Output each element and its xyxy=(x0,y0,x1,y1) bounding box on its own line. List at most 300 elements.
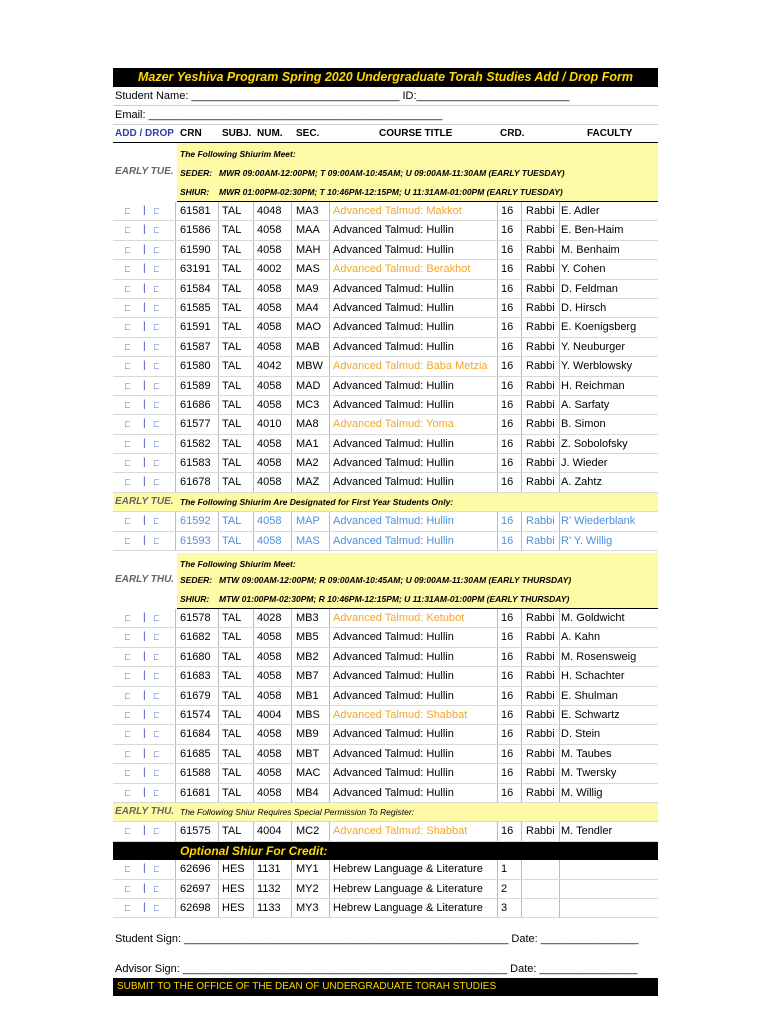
rabbi-cell: Rabbi xyxy=(526,418,555,431)
add-checkbox[interactable]: □ xyxy=(125,613,131,624)
course-row xyxy=(113,473,658,492)
drop-checkbox[interactable]: □ xyxy=(154,322,160,333)
add-checkbox[interactable]: □ xyxy=(125,768,131,779)
course-title-cell: Advanced Talmud: Shabbat xyxy=(333,825,468,838)
drop-checkbox[interactable]: □ xyxy=(154,225,160,236)
sec-cell: MA1 xyxy=(296,437,319,450)
num-cell: 4058 xyxy=(257,728,282,741)
subj-cell: TAL xyxy=(222,612,242,625)
add-checkbox[interactable]: □ xyxy=(125,535,131,546)
num-cell: 4058 xyxy=(257,457,282,470)
crn-cell: 61685 xyxy=(180,747,211,760)
course-title-cell: Hebrew Language & Literature xyxy=(333,901,483,914)
drop-checkbox[interactable]: □ xyxy=(154,283,160,294)
drop-checkbox[interactable]: □ xyxy=(154,748,160,759)
add-checkbox[interactable]: □ xyxy=(125,864,131,875)
rabbi-cell: Rabbi xyxy=(526,515,555,528)
course-title-cell: Advanced Talmud: Hullin xyxy=(333,747,454,760)
credit-cell: 16 xyxy=(501,437,514,450)
num-cell: 4058 xyxy=(257,398,282,411)
credit-cell: 16 xyxy=(501,747,514,760)
add-drop-separator: | xyxy=(143,728,146,740)
faculty-cell: H. Schachter xyxy=(561,670,625,683)
add-drop-separator: | xyxy=(143,631,146,643)
subj-cell: TAL xyxy=(222,205,242,217)
credit-cell: 16 xyxy=(501,786,514,799)
faculty-cell: B. Simon xyxy=(561,418,606,431)
num-cell: 4058 xyxy=(257,786,282,799)
rabbi-cell: Rabbi xyxy=(526,767,555,780)
credit-cell: 16 xyxy=(501,728,514,741)
crn-cell: 61589 xyxy=(180,379,211,392)
drop-checkbox[interactable]: □ xyxy=(154,206,160,216)
num-cell: 4058 xyxy=(257,321,282,334)
email-label: Email: ________________________________________________ xyxy=(115,109,443,121)
crn-cell: 61678 xyxy=(180,476,211,489)
credit-cell: 16 xyxy=(501,263,514,276)
num-cell: 4002 xyxy=(257,263,282,276)
drop-checkbox[interactable]: □ xyxy=(154,341,160,352)
credit-cell: 2 xyxy=(501,882,508,895)
add-checkbox[interactable]: □ xyxy=(125,458,131,469)
course-title-cell: Advanced Talmud: Hullin xyxy=(333,224,454,237)
course-title-cell: Hebrew Language & Literature xyxy=(333,882,483,895)
num-cell: 4058 xyxy=(257,243,282,256)
course-row xyxy=(113,764,658,783)
course-row xyxy=(113,357,658,376)
num-cell: 4058 xyxy=(257,631,282,644)
advisor-sign-label: Advisor Sign: _____________________________________________________ Date: ________________ xyxy=(115,963,638,976)
course-title-cell: Advanced Talmud: Baba Metzia xyxy=(333,360,488,373)
tuesday-shiur-label: SHIUR: xyxy=(180,187,210,197)
rabbi-cell: Rabbi xyxy=(526,243,555,256)
add-drop-separator: | xyxy=(143,418,146,430)
course-row xyxy=(113,241,658,260)
subj-cell: TAL xyxy=(222,708,242,721)
add-checkbox[interactable]: □ xyxy=(125,709,131,720)
add-drop-separator: | xyxy=(143,689,146,701)
tuesday-course-list xyxy=(113,202,658,493)
thursday-shiur-time: MTW 01:00PM-02:30PM; R 10:46PM-12:15PM; U 11:31AM-01:00PM (EARLY THURSDAY) xyxy=(219,594,570,605)
subj-cell: TAL xyxy=(222,689,242,702)
add-drop-separator: | xyxy=(143,476,146,488)
add-drop-form xyxy=(113,68,658,996)
student-name-label: Student Name: __________________________________ ID:_________________________ xyxy=(115,90,570,102)
faculty-cell: R' Wiederblank xyxy=(561,515,636,528)
add-checkbox[interactable]: □ xyxy=(125,302,131,313)
rabbi-cell: Rabbi xyxy=(526,825,555,838)
subj-cell: TAL xyxy=(222,340,242,353)
add-drop-separator: | xyxy=(143,901,146,913)
course-title-cell: Advanced Talmud: Hullin xyxy=(333,689,454,702)
add-checkbox[interactable]: □ xyxy=(125,283,131,294)
add-checkbox[interactable]: □ xyxy=(125,380,131,391)
add-checkbox[interactable]: □ xyxy=(125,690,131,701)
drop-checkbox[interactable]: □ xyxy=(154,883,160,894)
drop-checkbox[interactable]: □ xyxy=(154,787,160,798)
course-title-cell: Advanced Talmud: Hullin xyxy=(333,340,454,353)
rabbi-cell: Rabbi xyxy=(526,205,555,217)
add-drop-separator: | xyxy=(143,263,146,275)
tuesday-meeting-header xyxy=(177,143,658,163)
credit-cell: 16 xyxy=(501,670,514,683)
num-cell: 1133 xyxy=(257,901,281,914)
drop-checkbox[interactable]: □ xyxy=(154,651,160,662)
add-checkbox[interactable]: □ xyxy=(125,361,131,372)
course-row xyxy=(113,280,658,299)
faculty-cell: J. Wieder xyxy=(561,457,608,470)
add-drop-separator: | xyxy=(143,767,146,779)
subj-cell: TAL xyxy=(222,515,242,528)
crn-cell: 61682 xyxy=(180,631,211,644)
course-title-cell: Advanced Talmud: Ketubot xyxy=(333,612,465,625)
tuesday-seder-time: MWR 09:00AM-12:00PM; T 09:00AM-10:45AM; U 09:00AM-11:30AM (EARLY TUESDAY) xyxy=(219,168,565,178)
subj-cell: TAL xyxy=(222,786,242,799)
course-row xyxy=(113,628,658,647)
add-checkbox[interactable]: □ xyxy=(125,826,131,837)
drop-checkbox[interactable]: □ xyxy=(154,709,160,720)
add-checkbox[interactable]: □ xyxy=(125,341,131,352)
drop-checkbox[interactable]: □ xyxy=(154,361,160,372)
sec-cell: MC3 xyxy=(296,398,320,411)
sec-cell: MBT xyxy=(296,747,320,760)
add-checkbox[interactable]: □ xyxy=(125,671,131,682)
crn-cell: 63191 xyxy=(180,263,211,276)
subj-cell: TAL xyxy=(222,476,242,489)
optional-title: Optional Shiur For Credit: xyxy=(180,843,328,858)
faculty-cell: D. Stein xyxy=(561,728,601,741)
add-checkbox[interactable]: □ xyxy=(125,477,131,488)
add-checkbox[interactable]: □ xyxy=(125,516,131,527)
course-title-cell: Advanced Talmud: Hullin xyxy=(333,282,454,295)
student-sign-line[interactable] xyxy=(113,924,658,954)
add-drop-separator: | xyxy=(143,515,146,527)
sec-cell: MBS xyxy=(296,708,320,721)
add-drop-separator: | xyxy=(143,612,146,624)
add-drop-separator: | xyxy=(143,786,146,798)
sec-cell: MA9 xyxy=(296,282,319,295)
credit-cell: 16 xyxy=(501,689,514,702)
subj-cell: TAL xyxy=(222,243,242,256)
col-crd: CRD. xyxy=(500,128,525,139)
crn-cell: 61581 xyxy=(180,205,211,217)
crn-cell: 61575 xyxy=(180,825,211,838)
drop-checkbox[interactable]: □ xyxy=(154,768,160,779)
faculty-cell: M. Taubes xyxy=(561,747,612,760)
rabbi-cell: Rabbi xyxy=(526,360,555,373)
add-drop-separator: | xyxy=(143,863,146,875)
subj-cell: TAL xyxy=(222,631,242,644)
crn-cell: 61680 xyxy=(180,650,211,663)
credit-cell: 16 xyxy=(501,321,514,334)
advisor-sign-line[interactable] xyxy=(113,954,658,984)
drop-checkbox[interactable]: □ xyxy=(154,244,160,255)
course-row xyxy=(113,784,658,803)
credit-cell: 16 xyxy=(501,767,514,780)
crn-cell: 61585 xyxy=(180,301,211,314)
crn-cell: 61580 xyxy=(180,360,211,373)
crn-cell: 61593 xyxy=(180,534,211,547)
col-sec: SEC. xyxy=(296,128,320,139)
crn-cell: 61584 xyxy=(180,282,211,295)
subj-cell: HES xyxy=(222,882,245,895)
num-cell: 4058 xyxy=(257,747,282,760)
credit-cell: 16 xyxy=(501,631,514,644)
faculty-cell: E. Adler xyxy=(561,205,600,217)
credit-cell: 16 xyxy=(501,708,514,721)
course-title-cell: Advanced Talmud: Hullin xyxy=(333,786,454,799)
drop-checkbox[interactable]: □ xyxy=(154,264,160,275)
drop-checkbox[interactable]: □ xyxy=(154,380,160,391)
sec-cell: MAS xyxy=(296,263,320,276)
num-cell: 1131 xyxy=(257,863,281,876)
add-checkbox[interactable]: □ xyxy=(125,225,131,236)
add-drop-separator: | xyxy=(143,457,146,469)
crn-cell: 62697 xyxy=(180,882,211,895)
num-cell: 4028 xyxy=(257,612,282,625)
tuesday-early-label: EARLY TUE. xyxy=(115,166,174,177)
course-title-cell: Advanced Talmud: Yoma xyxy=(333,418,454,431)
faculty-cell: M. Willig xyxy=(561,786,603,799)
email-line[interactable] xyxy=(113,106,658,125)
drop-checkbox[interactable]: □ xyxy=(154,302,160,313)
credit-cell: 3 xyxy=(501,901,508,914)
credit-cell: 16 xyxy=(501,418,514,431)
faculty-cell: E. Ben-Haim xyxy=(561,224,624,237)
drop-checkbox[interactable]: □ xyxy=(154,613,160,624)
crn-cell: 61683 xyxy=(180,670,211,683)
col-add-drop: ADD / DROP xyxy=(115,128,174,139)
course-title-cell: Advanced Talmud: Hullin xyxy=(333,534,454,547)
num-cell: 1132 xyxy=(257,882,281,895)
num-cell: 4058 xyxy=(257,476,282,489)
add-checkbox[interactable]: □ xyxy=(125,651,131,662)
subj-cell: TAL xyxy=(222,282,242,295)
subj-cell: TAL xyxy=(222,767,242,780)
crn-cell: 61586 xyxy=(180,224,211,237)
add-drop-separator: | xyxy=(143,437,146,449)
sec-cell: MAD xyxy=(296,379,321,392)
sec-cell: MAH xyxy=(296,243,321,256)
credit-cell: 16 xyxy=(501,243,514,256)
course-row xyxy=(113,860,658,879)
rabbi-cell: Rabbi xyxy=(526,379,555,392)
subj-cell: TAL xyxy=(222,263,242,276)
faculty-cell: R' Y. Willig xyxy=(561,534,613,547)
num-cell: 4058 xyxy=(257,670,282,683)
course-row xyxy=(113,377,658,396)
tuesday-seder-label: SEDER: xyxy=(180,168,213,178)
credit-cell: 16 xyxy=(501,340,514,353)
subj-cell: TAL xyxy=(222,360,242,373)
add-checkbox[interactable]: □ xyxy=(125,729,131,740)
course-title-cell: Hebrew Language & Literature xyxy=(333,863,483,876)
add-checkbox[interactable]: □ xyxy=(125,883,131,894)
rabbi-cell: Rabbi xyxy=(526,747,555,760)
sec-cell: MC2 xyxy=(296,825,320,838)
credit-cell: 16 xyxy=(501,205,514,217)
add-drop-separator: | xyxy=(143,321,146,333)
student-name-line[interactable] xyxy=(113,87,658,106)
course-row xyxy=(113,415,658,434)
rabbi-cell: Rabbi xyxy=(526,786,555,799)
add-checkbox[interactable]: □ xyxy=(125,632,131,643)
subj-cell: TAL xyxy=(222,437,242,450)
faculty-cell: M. Tendler xyxy=(561,825,613,838)
add-checkbox[interactable]: □ xyxy=(125,244,131,255)
credit-cell: 16 xyxy=(501,301,514,314)
crn-cell: 62696 xyxy=(180,863,211,876)
add-drop-separator: | xyxy=(143,882,146,894)
faculty-cell: Y. Neuburger xyxy=(561,340,626,353)
subj-cell: TAL xyxy=(222,418,242,431)
num-cell: 4058 xyxy=(257,379,282,392)
course-title-cell: Advanced Talmud: Berakhot xyxy=(333,263,471,276)
credit-cell: 16 xyxy=(501,515,514,528)
sec-cell: MBW xyxy=(296,360,323,373)
drop-checkbox[interactable]: □ xyxy=(154,419,160,430)
credit-cell: 16 xyxy=(501,534,514,547)
credit-cell: 16 xyxy=(501,379,514,392)
course-title-cell: Advanced Talmud: Hullin xyxy=(333,728,454,741)
rabbi-cell: Rabbi xyxy=(526,321,555,334)
course-title-cell: Advanced Talmud: Hullin xyxy=(333,650,454,663)
subj-cell: TAL xyxy=(222,650,242,663)
drop-checkbox[interactable]: □ xyxy=(154,516,160,527)
thursday-course-list xyxy=(113,609,658,803)
optional-header xyxy=(113,842,658,860)
add-drop-separator: | xyxy=(143,650,146,662)
sec-cell: MB7 xyxy=(296,670,319,683)
add-drop-separator: | xyxy=(143,243,146,255)
drop-checkbox[interactable]: □ xyxy=(154,535,160,546)
permission-early-label: EARLY THU. xyxy=(115,805,175,817)
add-drop-separator: | xyxy=(143,301,146,313)
first-year-early-label: EARLY TUE. xyxy=(115,495,174,507)
subj-cell: TAL xyxy=(222,534,242,547)
col-num: NUM. xyxy=(257,128,283,139)
rabbi-cell: Rabbi xyxy=(526,708,555,721)
course-row xyxy=(113,648,658,667)
rabbi-cell: Rabbi xyxy=(526,301,555,314)
course-title-cell: Advanced Talmud: Shabbat xyxy=(333,708,468,721)
drop-checkbox[interactable]: □ xyxy=(154,902,160,913)
credit-cell: 16 xyxy=(501,224,514,237)
add-drop-separator: | xyxy=(143,224,146,236)
add-checkbox[interactable]: □ xyxy=(125,322,131,333)
course-row xyxy=(113,725,658,744)
add-checkbox[interactable]: □ xyxy=(125,419,131,430)
sec-cell: MY3 xyxy=(296,901,319,914)
drop-checkbox[interactable]: □ xyxy=(154,690,160,701)
col-crn: CRN xyxy=(180,128,202,139)
drop-checkbox[interactable]: □ xyxy=(154,632,160,643)
subj-cell: TAL xyxy=(222,747,242,760)
sec-cell: MAB xyxy=(296,340,320,353)
crn-cell: 61681 xyxy=(180,786,211,799)
add-checkbox[interactable]: □ xyxy=(125,206,131,216)
course-title-cell: Advanced Talmud: Makkot xyxy=(333,205,462,217)
drop-checkbox[interactable]: □ xyxy=(154,438,160,449)
faculty-cell: A. Kahn xyxy=(561,631,601,644)
sec-cell: MB1 xyxy=(296,689,319,702)
add-checkbox[interactable]: □ xyxy=(125,902,131,913)
subj-cell: TAL xyxy=(222,224,242,237)
num-cell: 4058 xyxy=(257,534,282,547)
col-title: COURSE TITLE xyxy=(379,128,453,139)
credit-cell: 16 xyxy=(501,282,514,295)
subj-cell: TAL xyxy=(222,825,242,838)
course-row xyxy=(113,706,658,725)
course-title-cell: Advanced Talmud: Hullin xyxy=(333,398,454,411)
faculty-cell: A. Zahtz xyxy=(561,476,602,489)
add-checkbox[interactable]: □ xyxy=(125,399,131,410)
tuesday-intro: The Following Shiurim Meet: xyxy=(180,149,296,159)
crn-cell: 61577 xyxy=(180,418,211,431)
add-drop-separator: | xyxy=(143,360,146,372)
add-drop-separator: | xyxy=(143,282,146,294)
num-cell: 4058 xyxy=(257,224,282,237)
thursday-shiur-label: SHIUR: xyxy=(180,594,210,605)
crn-cell: 61587 xyxy=(180,340,211,353)
course-title-cell: Advanced Talmud: Hullin xyxy=(333,476,454,489)
student-sign-label: Student Sign: _____________________________________________________ Date: ________________ xyxy=(115,933,639,946)
sec-cell: MY1 xyxy=(296,863,319,876)
rabbi-cell: Rabbi xyxy=(526,728,555,741)
faculty-cell: M. Goldwicht xyxy=(561,612,625,625)
add-drop-separator: | xyxy=(143,747,146,759)
credit-cell: 16 xyxy=(501,825,514,838)
add-checkbox[interactable]: □ xyxy=(125,787,131,798)
sec-cell: MB3 xyxy=(296,612,319,625)
drop-checkbox[interactable]: □ xyxy=(154,729,160,740)
add-drop-separator: | xyxy=(143,708,146,720)
sec-cell: MAS xyxy=(296,534,320,547)
num-cell: 4058 xyxy=(257,767,282,780)
sec-cell: MAO xyxy=(296,321,322,334)
sec-cell: MAP xyxy=(296,515,320,528)
rabbi-cell: Rabbi xyxy=(526,670,555,683)
faculty-cell: A. Sarfaty xyxy=(561,398,610,411)
add-checkbox[interactable]: □ xyxy=(125,748,131,759)
drop-checkbox[interactable]: □ xyxy=(154,458,160,469)
drop-checkbox[interactable]: □ xyxy=(154,864,160,875)
add-checkbox[interactable]: □ xyxy=(125,264,131,275)
rabbi-cell: Rabbi xyxy=(526,476,555,489)
sec-cell: MA2 xyxy=(296,457,319,470)
num-cell: 4058 xyxy=(257,650,282,663)
sec-cell: MA4 xyxy=(296,301,319,314)
rabbi-cell: Rabbi xyxy=(526,340,555,353)
drop-checkbox[interactable]: □ xyxy=(154,826,160,837)
drop-checkbox[interactable]: □ xyxy=(154,671,160,682)
rabbi-cell: Rabbi xyxy=(526,398,555,411)
drop-checkbox[interactable]: □ xyxy=(154,477,160,488)
add-drop-separator: | xyxy=(143,534,146,546)
add-drop-separator: | xyxy=(143,379,146,391)
add-checkbox[interactable]: □ xyxy=(125,438,131,449)
crn-cell: 61578 xyxy=(180,612,211,625)
drop-checkbox[interactable]: □ xyxy=(154,399,160,410)
add-drop-separator: | xyxy=(143,205,146,216)
num-cell: 4058 xyxy=(257,340,282,353)
thursday-intro: The Following Shiurim Meet: xyxy=(180,559,296,570)
subj-cell: TAL xyxy=(222,457,242,470)
first-year-note: The Following Shiurim Are Designated for First Year Students Only: xyxy=(180,496,454,507)
sec-cell: MY2 xyxy=(296,882,319,895)
form-title: Mazer Yeshiva Program Spring 2020 Undergraduate Torah Studies Add / Drop Form xyxy=(113,68,658,87)
num-cell: 4042 xyxy=(257,360,282,373)
